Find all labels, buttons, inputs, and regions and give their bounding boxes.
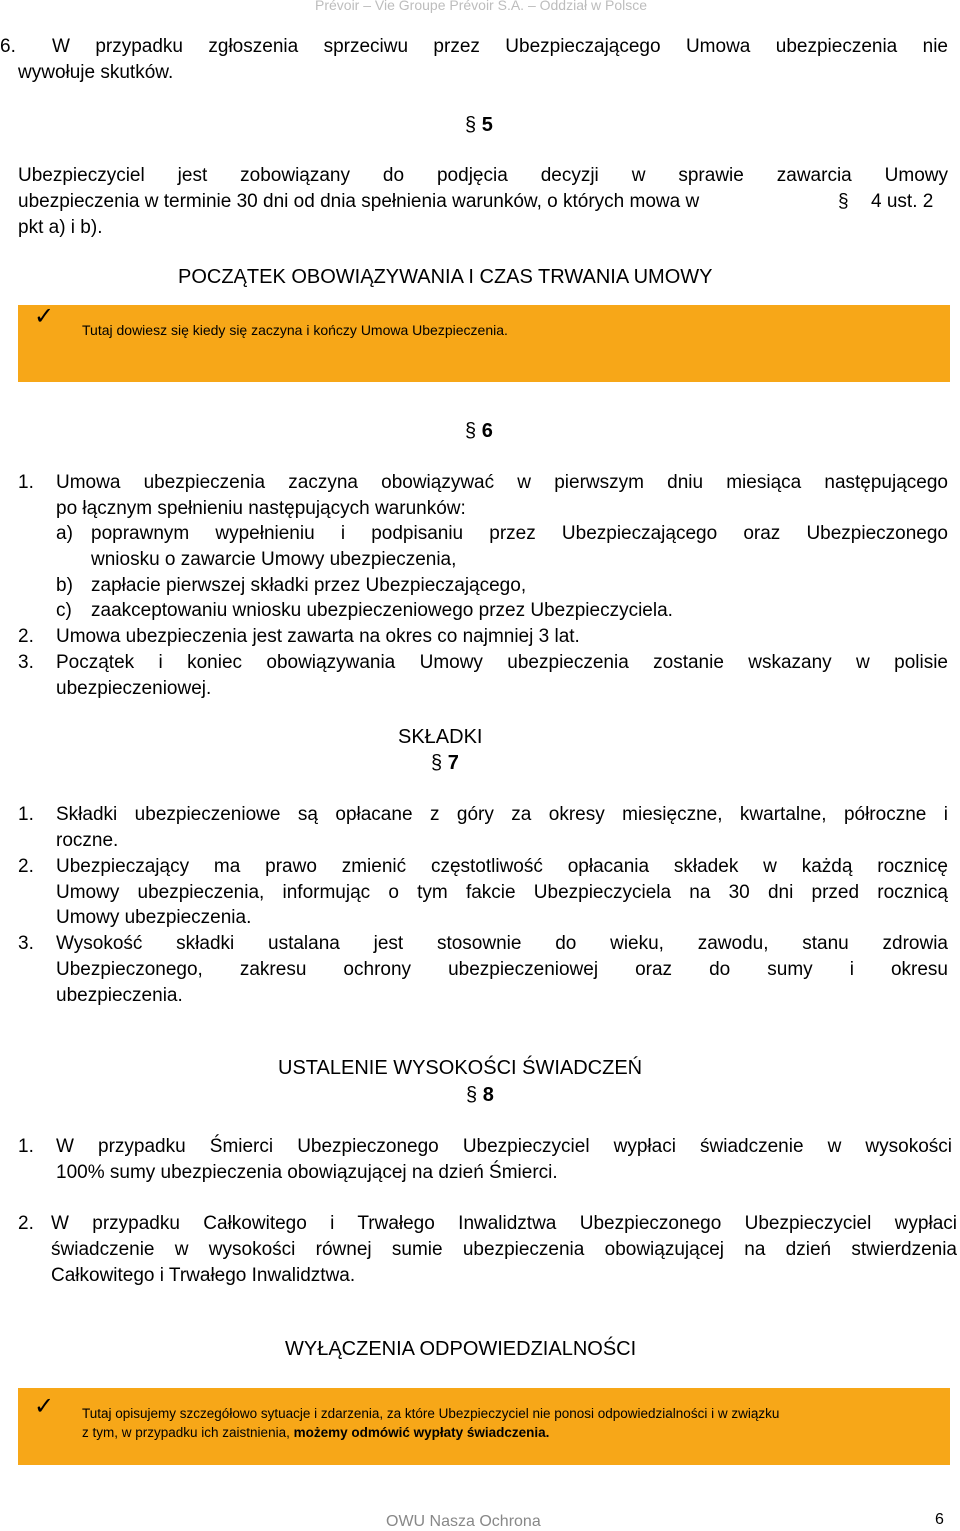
paragraph-line: ubezpieczeniowej. <box>56 678 212 699</box>
section-sign-icon: § <box>431 752 443 774</box>
item-number: 6. <box>0 36 16 57</box>
page-number: 6 <box>935 1511 944 1528</box>
paragraph-line: Umowa ubezpieczenia zaczyna obowiązywać w pierwszym dniu miesiąca następującego <box>56 472 948 493</box>
section-heading: WYŁĄCZENIA ODPOWIEDZIALNOŚCI <box>285 1338 637 1360</box>
paragraph-line: poprawnym wypełnieniu i podpisaniu przez Ubezpieczającego oraz Ubezpieczonego <box>91 523 948 544</box>
item-number: 1. <box>18 804 34 825</box>
paragraph-line: W przypadku Całkowitego i Trwałego Inwalidztwa Ubezpieczonego Ubezpieczyciel wypłaci <box>51 1213 957 1234</box>
paragraph-line: W przypadku Śmierci Ubezpieczonego Ubezpieczyciel wypłaci świadczenie w wysokości <box>56 1136 952 1157</box>
paragraph-line: Umowy ubezpieczenia, informując o tym fakcie Ubezpieczyciela na 30 dni przed rocznicą <box>56 882 948 903</box>
checkmark-icon: ✓ <box>34 1393 55 1420</box>
paragraph-line: zapłacie pierwszej składki przez Ubezpieczającego, <box>91 575 527 596</box>
section-heading: POCZĄTEK OBOWIĄZYWANIA I CZAS TRWANIA UMOWY <box>178 266 713 288</box>
footer-title: OWU Nasza Ochrona <box>386 1513 541 1530</box>
callout-text-line <box>82 1425 549 1440</box>
item-number: 2. <box>18 626 34 647</box>
section-heading: USTALENIE WYSOKOŚCI ŚWIADCZEŃ <box>278 1057 643 1079</box>
page-header: Prévoir – Vie Groupe Prévoir S.A. – Oddział w Polsce <box>315 0 648 13</box>
section-num: 7 <box>447 752 459 774</box>
section-sign-icon: § <box>465 114 477 136</box>
info-callout <box>18 305 950 382</box>
callout-text: Tutaj dowiesz się kiedy się zaczyna i kończy Umowa Ubezpieczenia. <box>82 322 508 338</box>
section-number <box>465 114 493 137</box>
section-sign-icon: § <box>466 1084 478 1106</box>
sub-item-label: c) <box>56 600 72 621</box>
paragraph-line: Początek i koniec obowiązywania Umowy ubezpieczenia zostanie wskazany w polisie <box>56 652 948 673</box>
paragraph-line: W przypadku zgłoszenia sprzeciwu przez Ubezpieczającego Umowa ubezpieczenia nie <box>52 36 948 57</box>
paragraph-line: Ubezpieczający ma prawo zmienić częstotliwość opłacania składek w każdą rocznicę <box>56 856 948 877</box>
paragraph-line: Ubezpieczonego, zakresu ochrony ubezpieczeniowej oraz do sumy i okresu <box>56 959 948 980</box>
paragraph-line: ubezpieczenia. <box>56 985 183 1006</box>
sub-item-label: a) <box>56 523 73 544</box>
paragraph-line: 100% sumy ubezpieczenia obowiązującej na dzień Śmierci. <box>56 1162 558 1183</box>
paragraph-line: Umowy ubezpieczenia. <box>56 907 252 928</box>
sub-item-label: b) <box>56 575 73 596</box>
item-number: 1. <box>18 1136 34 1157</box>
paragraph-line: 4 ust. 2 <box>871 191 934 212</box>
paragraph-line: wywołuje skutków. <box>18 62 174 83</box>
item-number: 2. <box>18 1213 34 1234</box>
callout-text: z tym, w przypadku ich zaistnienia, <box>82 1425 290 1440</box>
section-heading: SKŁADKI <box>398 726 483 748</box>
paragraph-line: Ubezpieczyciel jest zobowiązany do podjęcia decyzji w sprawie zawarcia Umowy <box>18 165 948 186</box>
section-number <box>465 420 493 443</box>
item-number: 2. <box>18 856 34 877</box>
section-sign-icon: § <box>465 420 477 442</box>
item-number: 1. <box>18 472 34 493</box>
paragraph-line: wniosku o zawarcie Umowy ubezpieczenia, <box>91 549 457 570</box>
section-sign-icon: § <box>838 191 849 212</box>
section-num: 6 <box>481 420 493 442</box>
section-number <box>431 752 459 775</box>
item-number: 3. <box>18 933 34 954</box>
paragraph-line: ubezpieczenia w terminie 30 dni od dnia spełnienia warunków, o których mowa w <box>18 191 700 212</box>
paragraph-line: Umowa ubezpieczenia jest zawarta na okres co najmniej 3 lat. <box>56 626 580 647</box>
paragraph-line: pkt a) i b). <box>18 217 103 238</box>
callout-emphasis: możemy odmówić wypłaty świadczenia. <box>293 1425 550 1440</box>
paragraph-line: po łącznym spełnieniu następujących warunków: <box>56 498 466 519</box>
paragraph-line: Składki ubezpieczeniowe są opłacane z góry za okresy miesięczne, kwartalne, półroczne i <box>56 804 948 825</box>
section-number <box>466 1084 494 1107</box>
paragraph-line: zaakceptowaniu wniosku ubezpieczeniowego przez Ubezpieczyciela. <box>91 600 673 621</box>
item-number: 3. <box>18 652 34 673</box>
paragraph-line: Wysokość składki ustalana jest stosownie do wieku, zawodu, stanu zdrowia <box>56 933 948 954</box>
section-num: 5 <box>481 114 493 136</box>
callout-text: Tutaj opisujemy szczegółowo sytuacje i zdarzenia, za które Ubezpieczyciel nie ponosi odpowiedzialności i w związku <box>82 1406 780 1421</box>
paragraph-line: świadczenie w wysokości równej sumie ubezpieczenia obowiązującej na dzień stwierdzenia <box>51 1239 957 1260</box>
paragraph-line: roczne. <box>56 830 119 851</box>
checkmark-icon: ✓ <box>34 303 55 330</box>
paragraph-line: Całkowitego i Trwałego Inwalidztwa. <box>51 1265 356 1286</box>
section-num: 8 <box>482 1084 494 1106</box>
